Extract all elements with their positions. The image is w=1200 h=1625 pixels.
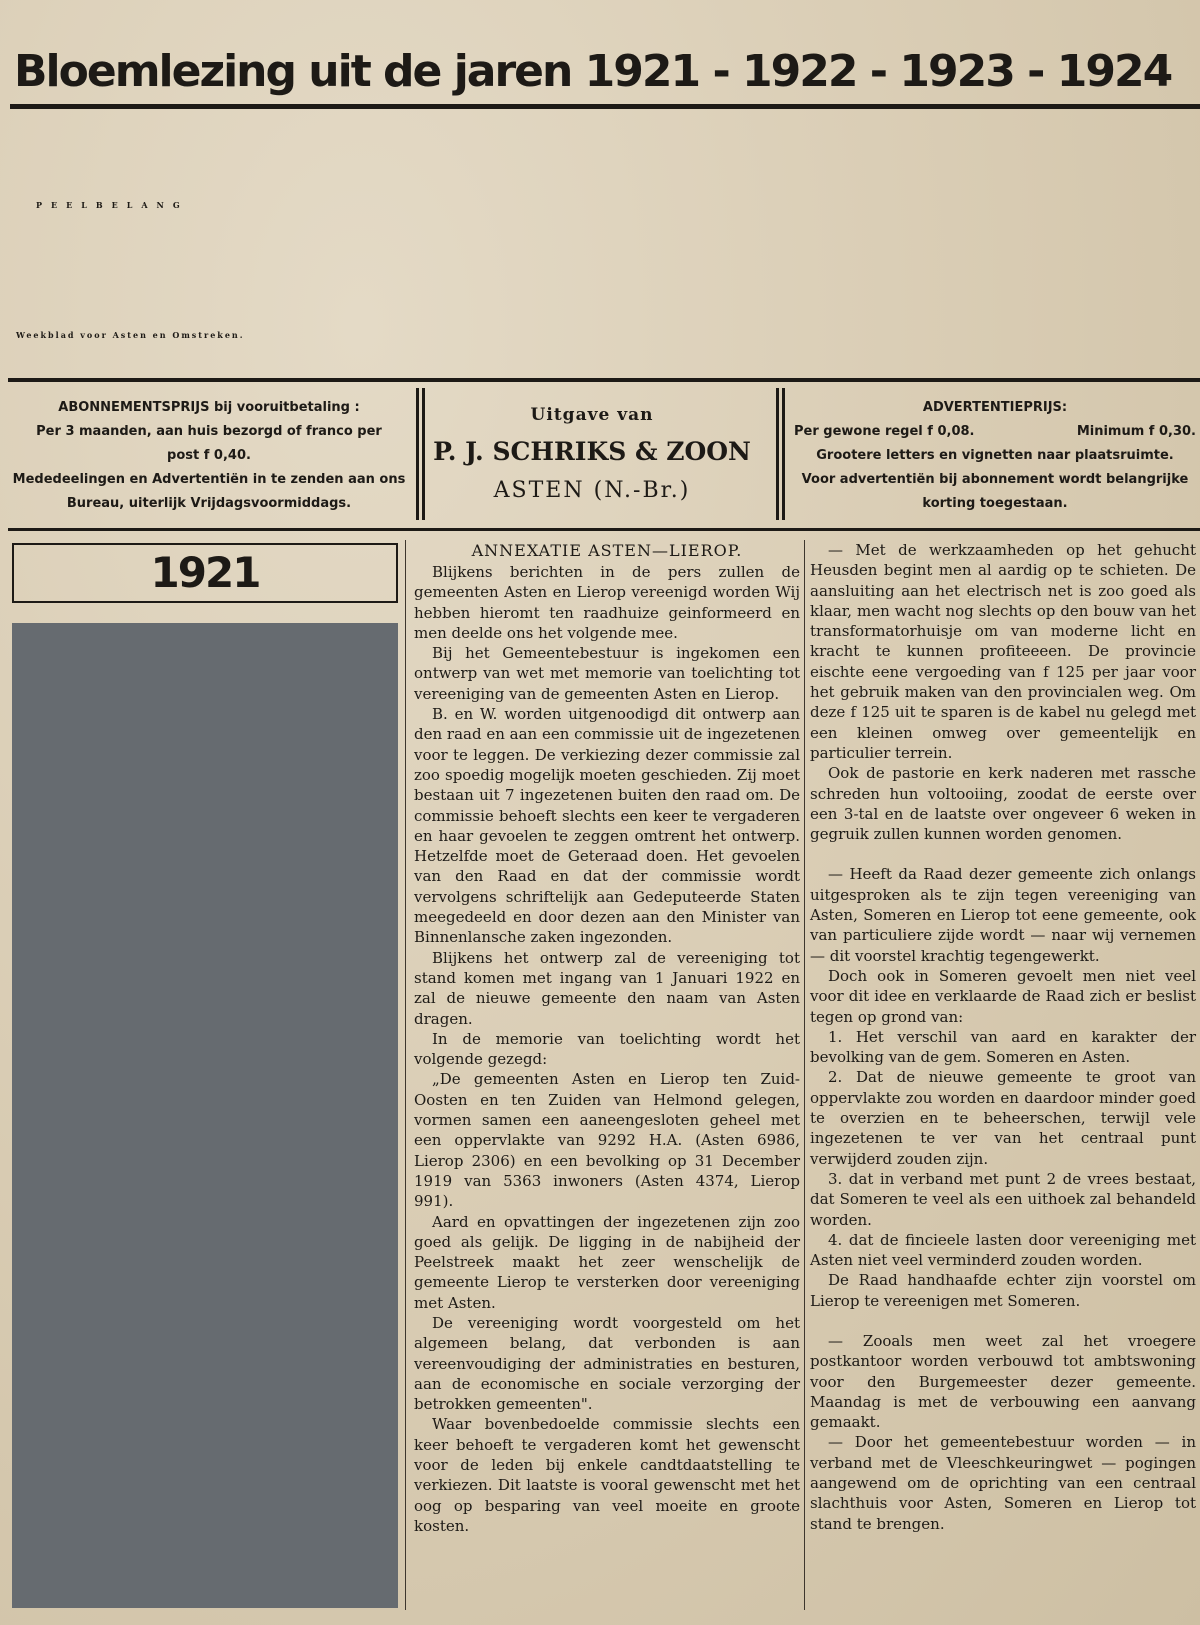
- advertising-line: Voor advertentiën bij abonnement wordt belangrijke: [801, 472, 1189, 487]
- advertising-line: korting toegestaan.: [922, 496, 1068, 511]
- article-paragraph: — Heeft da Raad dezer gemeente zich onlangs uitgesproken als te zijn tegen vereeniging van Asten, Someren en Lierop tot eene gemeente, ook van particuliere zijde wordt — naar wij vernemen — dit voorstel krachtig tegengewerkt.: [810, 865, 1196, 965]
- newspaper-subtitle: Weekblad voor Asten en Omstreken.: [16, 330, 245, 340]
- advertising-heading: ADVERTENTIEPRIJS:: [922, 400, 1068, 415]
- article-paragraph: 1. Het verschil van aard en karakter der bevolking van de gem. Someren en Asten.: [810, 1027, 1196, 1067]
- subscription-line: Mededeelingen en Advertentiën in te zenden aan ons: [12, 472, 406, 487]
- subscription-heading: ABONNEMENTSPRIJS bij vooruitbetaling :: [58, 400, 360, 415]
- article-paragraph: De vereeniging wordt voorgesteld om het algemeen belang, dat verbonden is aan vereenvoudiging der administraties en besturen, aan de economische en sociale verzorging der betrokken gemeenten".: [414, 1313, 800, 1414]
- article-annexatie: [414, 540, 800, 1536]
- advertising-price: Per gewone regel f 0,08.: [794, 424, 975, 439]
- article-paragraph: Waar bovenbedoelde commissie slechts een keer behoeft te vergaderen komt het gewenscht voor de leden bij enkele candtdaatstelling te verkiezen. Dit laatste is vooral gewenscht met het oog op besparing van veel moeite en groote kosten.: [414, 1415, 800, 1535]
- advertising-price-row: [790, 420, 1200, 444]
- divider: [416, 388, 419, 520]
- article-paragraph: 3. dat in verband met punt 2 de vrees bestaat, dat Someren te veel als een uithoek zal behandeld worden.: [810, 1169, 1196, 1229]
- subscription-line: Bureau, uiterlijk Vrijdagsvoormiddags.: [66, 496, 352, 511]
- divider: [422, 388, 425, 520]
- anthology-title: Bloemlezing uit de jaren 1921 - 1922 - 1923 - 1924: [14, 46, 1172, 97]
- news-column: [810, 540, 1196, 1534]
- article-paragraph: 2. Dat de nieuwe gemeente te groot van oppervlakte zou worden en daardoor minder goed te overzien en te beheerschen, terwijl vele ingezetenen te ver van het centraal punt verwijderd zouden zijn.: [810, 1068, 1196, 1168]
- subscription-line: post f 0,40.: [167, 448, 251, 463]
- article-paragraph: — Met de werkzaamheden op het gehucht Heusden begint men al aardig op te schieten. De aansluiting aan het electrisch net is zoo goed als klaar, men wacht nog slechts op den bouw van het transformatorhuisje om van moderne licht en kracht te kunnen profiteeeen. De provincie eischte eene vergoeding van f 125 per jaar voor het gebruik maken van den provincialen weg. Om deze f 125 uit te sparen is de kabel nu gelegd met een kleinen omweg over gemeentelijk en particulier terrein.: [810, 541, 1196, 762]
- article-paragraph: Bij het Gemeentebestuur is ingekomen een ontwerp van wet met memorie van toelichting tot vereeniging van de gemeenten Asten en Lierop.: [414, 644, 800, 703]
- article-body: [414, 562, 800, 1536]
- article-paragraph: Blijkens het ontwerp zal de vereeniging tot stand komen met ingang van 1 Januari 1922 en zal de nieuwe gemeente den naam van Asten dragen.: [414, 948, 800, 1028]
- advertising-line: Grootere letters en vignetten naar plaatsruimte.: [816, 448, 1174, 463]
- article-title: ANNEXATIE ASTEN—LIEROP.: [471, 541, 743, 560]
- advertising-minimum: Minimum f 0,30.: [1076, 424, 1196, 439]
- year-heading: 1921: [12, 543, 398, 603]
- subscription-info: [10, 396, 408, 516]
- divider: [8, 378, 1200, 382]
- publisher-label: Uitgave van: [530, 405, 654, 425]
- redacted-area: [12, 623, 398, 1608]
- publisher-name: P. J. SCHRIKS & ZOON: [433, 437, 751, 466]
- article-paragraph: Doch ook in Someren gevoelt men niet veel voor dit idee en verklaarde de Raad zich er beslist tegen op grond van:: [810, 966, 1196, 1026]
- article-paragraph: De Raad handhaafde echter zijn voorstel om Lierop te vereenigen met Someren.: [810, 1271, 1196, 1310]
- article-paragraph: — Door het gemeentebestuur worden — in verband met de Vleeschkeuringwet — pogingen aangewend om de oprichting van een centraal slachthuis voor Asten, Someren en Lierop tot stand te brengen.: [810, 1433, 1196, 1533]
- article-paragraph: Ook de pastorie en kerk naderen met rassche schreden hun voltooiing, zoodat de eerste over een 3-tal en de laatste over ongeveer 6 weken in gegruik zullen kunnen worden genomen.: [810, 764, 1196, 844]
- subscription-line: Per 3 maanden, aan huis bezorgd of franco per: [36, 424, 382, 439]
- article-paragraph: — Zooals men weet zal het vroegere postkantoor worden verbouwd tot ambtswoning voor den Burgemeester dezer gemeente. Maandag is met de verbouwing een aanvang gemaakt.: [810, 1331, 1196, 1432]
- divider: [8, 528, 1200, 531]
- column-divider: [405, 540, 406, 1610]
- article-paragraph: 4. dat de fincieele lasten door vereeniging met Asten niet veel verminderd zouden worden.: [810, 1230, 1196, 1270]
- article-paragraph: Blijkens berichten in de pers zullen de gemeenten Asten en Lierop vereenigd worden Wij hebben hieromt ten raadhuize geinformeerd en men deelde ons het volgende mee.: [414, 563, 800, 642]
- newspaper-masthead: PEELBELANG: [36, 200, 189, 210]
- paragraph-spacer: [810, 1311, 1196, 1331]
- publisher-info: [432, 400, 752, 508]
- article-paragraph: In de memorie van toelichting wordt het volgende gezegd:: [414, 1029, 800, 1069]
- article-paragraph: Aard en opvattingen der ingezetenen zijn zoo goed als gelijk. De ligging in de nabijheid der Peelstreek maakt het zeer wenschelijk de gemeente Lierop te versterken door vereeniging met Asten.: [414, 1212, 800, 1312]
- publisher-city: ASTEN (N.-Br.): [493, 478, 691, 503]
- advertising-info: [790, 396, 1200, 516]
- divider: [776, 388, 779, 520]
- column-divider: [804, 540, 805, 1610]
- article-body: [810, 540, 1196, 1534]
- article-paragraph: B. en W. worden uitgenoodigd dit ontwerp aan den raad en aan een commissie uit de ingezetenen voor te leggen. De verkiezing dezer commissie zal zoo spoedig mogelijk moeten geschieden. Zij moet bestaan uit 7 ingezetenen buiten den raad om. De commissie behoeft slechts een keer te vergaderen en haar gevoelen te zeggen omtrent het ontwerp. Hetzelfde moet de Geteraad doen. Het gevoelen van den Raad en dat der commissie wordt vervolgens schriftelijk aan Gedeputeerde Staten meegedeeld en door dezen aan den Minister van Binnenlansche zaken ingezonden.: [414, 705, 800, 947]
- article-paragraph: „De gemeenten Asten en Lierop ten Zuid-Oosten en ten Zuiden van Helmond gelegen, vormen samen een aaneengesloten geheel met een oppervlakte van 9292 H.A. (Asten 6986, Lierop 2306) en een bevolking op 31 December 1919 van 5363 inwoners (Asten 4374, Lierop 991).: [414, 1070, 800, 1211]
- divider: [782, 388, 785, 520]
- paragraph-spacer: [810, 844, 1196, 864]
- divider: [10, 104, 1200, 109]
